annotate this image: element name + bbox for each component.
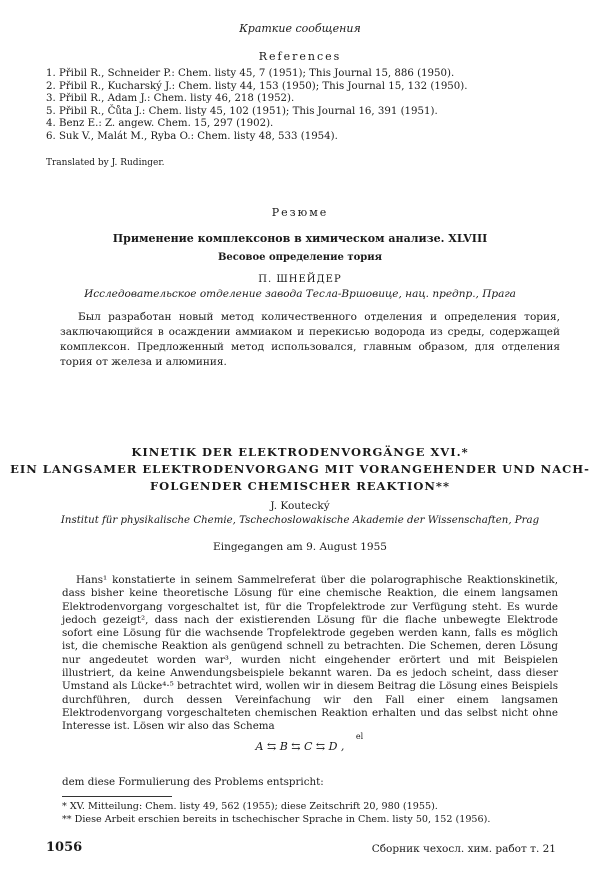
reference-item: 5. Přibil R., Čůta J.: Chem. listy 45, 102 (1951); This Journal 16, 391 (1951). <box>46 105 438 117</box>
reference-item: 2. Přibil R., Kucharský J.: Chem. listy 44, 153 (1950); This Journal 15, 132 (1950). <box>46 80 468 92</box>
journal-name: Сборник чехосл. хим. работ т. 21 <box>371 843 556 855</box>
translator-note: Translated by J. Rudinger. <box>46 158 165 168</box>
resume-affiliation: Исследовательское отделение завода Тесла-Вршовице, нац. предпр., Прага <box>84 288 516 300</box>
reaction-scheme-wrap <box>255 732 364 753</box>
resume-body: Был разработан новый метод количественного отделения и определения тория, заключающийся в осаждении аммиаком и перекисью водорода из среды, содержащей комплексон. Предложенный метод использовался, главным образом, для отделения тория от железа и алюминия. <box>60 311 560 368</box>
reference-item: 6. Suk V., Malát M., Ryba O.: Chem. listy 48, 533 (1954). <box>46 130 338 142</box>
article-body: Hans¹ konstatierte in seinem Sammelreferat über die polarographische Reaktionskinetik, dass bisher keine theoretische Lösung für eine chemische Reaktion, die einem langsamen Elektrodenvorgang vorgeschaltet ist, für die Tropfelektrode zur Verfügung steht. Es wurde jedoch gezeigt², dass nach der existierenden Lösung für die flache unbewegte Elektrode sofort eine Lösung für die wachsende Tropfelektrode gegeben werden kann, falls es möglich ist, die chemische Reaktion als genügend schnell zu betrachten. Die Schemen, deren Lösung nur angedeutet worden war³, wurden nicht eingehender erörtert und mit Beispielen illustriert, da keine Anwendungsbeispiele bekannt waren. Da es jedoch scheint, dass dieser Umstand als Lücke⁴·⁵ betrachtet wird, wollen wir in diesem Beitrag die Lösung eines Beispiels durchführen, durch dessen Vereinfachung wir den Fall einer einem langsamen Elektrodenvorgang vorgeschalteten chemischen Reaktion erhalten und das selbst nicht ohne Interesse ist. Lösen wir also das Schema <box>62 574 558 733</box>
footnote-rule <box>62 796 172 797</box>
article-title-line: EIN LANGSAMER ELEKTRODENVORGANG MIT VORANGEHENDER UND NACH- <box>10 462 590 476</box>
resume-author: П. ШНЕЙДЕР <box>258 274 342 285</box>
references-list <box>46 68 576 144</box>
article-title-line: KINETIK DER ELEKTRODENVORGÄNGE XVI.* <box>131 445 469 459</box>
article-affiliation: Institut für physikalische Chemie, Tschechoslowakische Akademie der Wissenschaften, Prag <box>60 515 540 526</box>
received-date: Eingegangen am 9. August 1955 <box>213 541 387 553</box>
resume-subtitle: Весовое определение тория <box>217 252 383 263</box>
article-author: J. Koutecký <box>270 500 330 512</box>
running-head: Краткие сообщения <box>239 22 361 35</box>
reference-item: 4. Benz E.: Z. angew. Chem. 15, 297 (1902). <box>46 118 274 130</box>
resume-title: Применение комплексонов в химическом анализе. XLVIII <box>112 232 488 245</box>
reference-item: 1. Přibil R., Schneider P.: Chem. listy 45, 7 (1951); This Journal 15, 886 (1950). <box>46 68 455 79</box>
article-title <box>0 444 600 495</box>
references-heading: References <box>258 50 342 63</box>
footnote-item: ** Diese Arbeit erschien bereits in tschechischer Sprache in Chem. listy 50, 152 (1956). <box>62 814 491 825</box>
page-number: 1056 <box>46 840 83 855</box>
article-title-line: FOLGENDER CHEMISCHER REAKTION** <box>150 479 450 493</box>
footnotes <box>62 800 562 826</box>
article-continuation: dem diese Formulierung des Problems entspricht: <box>62 776 324 788</box>
resume-heading: Резюме <box>271 206 329 219</box>
reaction-scheme <box>0 732 600 753</box>
equation: A ⇆ B ⇆ C ⇆ D , <box>255 740 345 753</box>
equation-label: el <box>355 732 364 741</box>
footnote-item: * XV. Mitteilung: Chem. listy 49, 562 (1955); diese Zeitschrift 20, 980 (1955). <box>62 801 438 812</box>
reference-item: 3. Přibil R., Adam J.: Chem. listy 46, 218 (1952). <box>46 93 295 105</box>
